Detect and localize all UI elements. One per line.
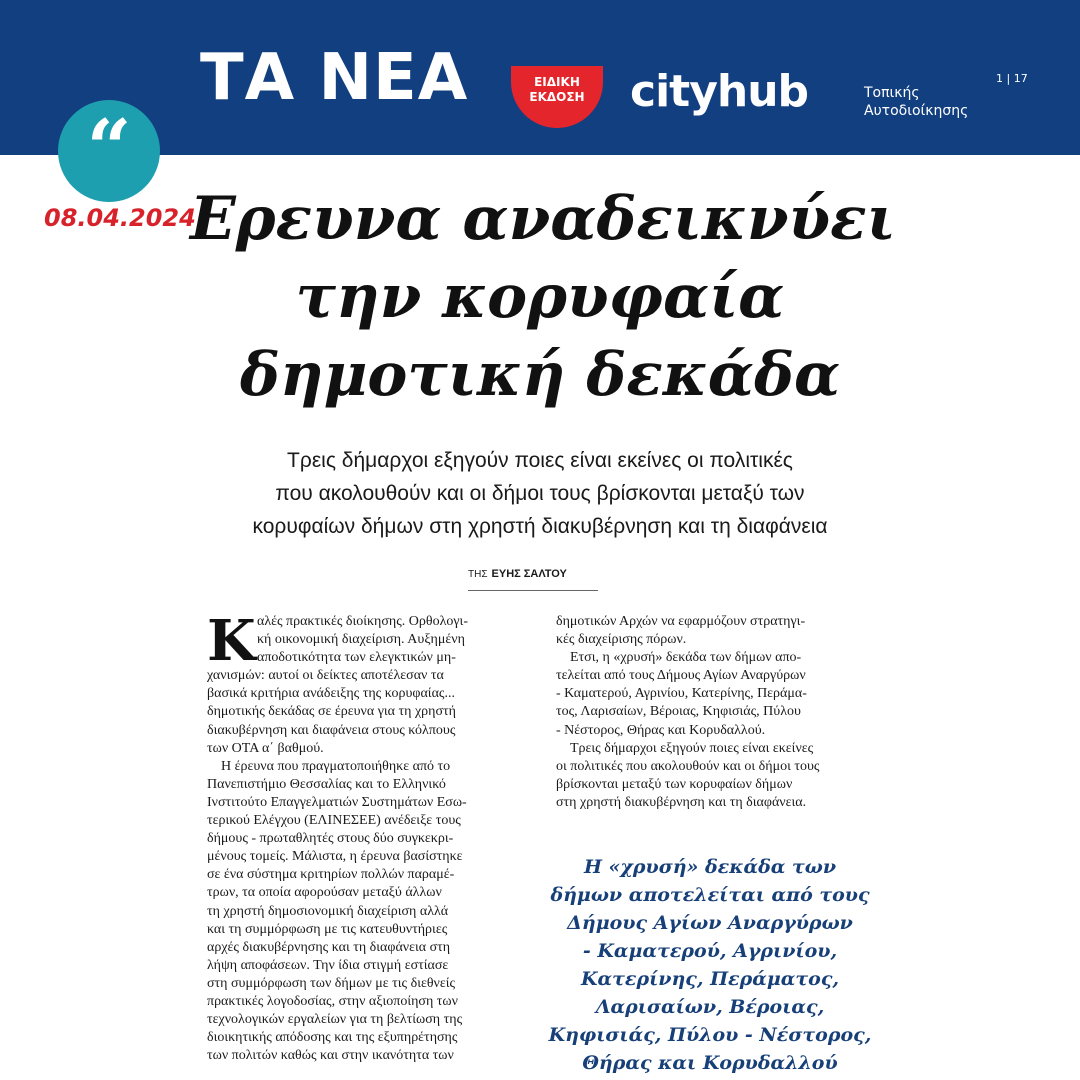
special-edition-line-1: ΕΙΔΙΚΗ bbox=[534, 75, 580, 89]
article-line: στη συμμόρφωση των δήμων με τις διεθνείς bbox=[207, 975, 456, 991]
article-line: Τρεις δήμαρχοι εξηγούν ποιες είναι εκείνες bbox=[570, 740, 814, 756]
byline-divider bbox=[468, 590, 598, 591]
article-line: δημοτικής δεκάδας σε έρευνα για τη χρηστή bbox=[207, 704, 456, 720]
headline bbox=[190, 180, 896, 414]
pull-quote-line: Θήρας και Κορυδαλλού bbox=[582, 1052, 838, 1074]
subheadline-line: κορυφαίων δήμων στη χρηστή διακυβέρνηση και τη διαφάνεια bbox=[252, 515, 828, 538]
pull-quote-line: δήμων αποτελείται από τους bbox=[550, 884, 870, 906]
article-line: δημοτικών Αρχών να εφαρμόζουν στρατηγι- bbox=[556, 614, 806, 629]
page-number: 1 | 17 bbox=[996, 72, 1028, 85]
subheadline-line: που ακολουθούν και οι δήμοι τους βρίσκονται μεταξύ των bbox=[275, 482, 805, 505]
article-line: Ινστιτούτο Επαγγελματιών Συστημάτων Εσω- bbox=[207, 794, 467, 810]
drop-cap: Κ bbox=[207, 608, 256, 674]
pull-quote-line: Κατερίνης, Περάματος, bbox=[580, 968, 840, 990]
article-line: τελείται από τους Δήμους Αγίων Αναργύρων bbox=[556, 668, 806, 684]
pull-quote bbox=[540, 853, 880, 1077]
article-line: κές διαχείρισης πόρων. bbox=[556, 632, 687, 648]
quote-icon: “ bbox=[86, 103, 132, 194]
article-line: κή οικονομική διαχείριση. Αυξημένη bbox=[257, 632, 465, 648]
article-column-1 bbox=[207, 608, 537, 1065]
cityhub-subtitle-line-2: Αυτοδιοίκησης bbox=[864, 103, 969, 119]
article-line: τερικού Ελέγχου (ΕΛΙΝΕΣΕΕ) ανέδειξε τους bbox=[207, 813, 461, 829]
pull-quote-line: Η «χρυσή» δεκάδα των bbox=[583, 856, 837, 878]
article-line: αρχές διακυβέρνησης και τη διαφάνεια στη bbox=[207, 939, 451, 955]
pull-quote-line: Δήμους Αγίων Αναργύρων bbox=[567, 912, 853, 934]
quote-badge bbox=[58, 100, 160, 202]
pull-quote-line: - Καματερού, Αγρινίου, bbox=[582, 940, 838, 962]
pull-quote-line: Λαρισαίων, Βέροιας, bbox=[595, 996, 825, 1018]
article-line: Η έρευνα που πραγματοποιήθηκε από το bbox=[221, 758, 451, 774]
article-line: τος, Λαρισαίων, Βέροιας, Κηφισιάς, Πύλου bbox=[556, 704, 801, 720]
article-line: σε ένα σύστημα κριτηρίων πολλών παραμέ- bbox=[207, 867, 455, 883]
article-line: Πανεπιστήμιο Θεσσαλίας και το Ελληνικό bbox=[207, 776, 446, 792]
headline-line: την κορυφαία bbox=[295, 262, 785, 332]
special-edition-badge bbox=[511, 66, 603, 128]
article-line: αλές πρακτικές διοίκησης. Ορθολογι- bbox=[257, 614, 468, 629]
article-line: - Καματερού, Αγρινίου, Κατερίνης, Περάμα- bbox=[556, 686, 807, 702]
byline-prefix: ΤΗΣ bbox=[468, 569, 488, 580]
masthead bbox=[0, 0, 1080, 155]
newspaper-logo: ΤΑ ΝΕΑ bbox=[200, 41, 469, 115]
article-line: αποδοτικότητα των ελεγκτικών μη- bbox=[257, 650, 456, 666]
article-line: χανισμών: αυτοί οι δείκτες αποτέλεσαν τα bbox=[207, 668, 444, 684]
cityhub-subtitle-line-1: Τοπικής bbox=[864, 85, 920, 101]
byline-author: ΕΥΗΣ ΣΑΛΤΟΥ bbox=[491, 568, 567, 580]
article-line: - Νέστορος, Θήρας και Κορυδαλλού. bbox=[556, 722, 766, 738]
article-line: τη χρηστή δημοσιονομική διαχείριση αλλά bbox=[207, 903, 449, 919]
byline bbox=[468, 568, 567, 580]
article-column-2 bbox=[556, 613, 876, 812]
cityhub-subtitle bbox=[864, 84, 968, 120]
subheadline bbox=[190, 444, 890, 543]
article-line: διακυβέρνηση και διαφάνεια στους κόλπους bbox=[207, 722, 456, 738]
pull-quote-line: Κηφισιάς, Πύλου - Νέστορος, bbox=[548, 1024, 872, 1046]
article-line: οι πολιτικές που ακολουθούν και οι δήμοι τους bbox=[556, 758, 820, 774]
article-line: τρων, τα οποία αφορούσαν μεταξύ άλλων bbox=[207, 885, 442, 901]
article-line: διοικητικής απόδοσης και της εξυπηρέτησης bbox=[207, 1030, 458, 1046]
special-edition-line-2: ΕΚΔΟΣΗ bbox=[529, 90, 585, 104]
article-line: πρακτικές λογοδοσίας, στην αξιοποίηση των bbox=[207, 993, 458, 1009]
article-line: μένους τομείς. Μάλιστα, η έρευνα βασίστηκε bbox=[207, 849, 463, 865]
article-line: λήψη αποφάσεων. Την ίδια στιγμή εστίασε bbox=[207, 957, 449, 973]
article-line: Ετσι, η «χρυσή» δεκάδα των δήμων απο- bbox=[570, 650, 802, 666]
headline-line: δημοτική δεκάδα bbox=[239, 340, 841, 410]
article-line: των πολιτών καθώς και στην ικανότητα των bbox=[207, 1048, 454, 1064]
article-line: βασικά κριτήρια ανάδειξης της κορυφαίας... bbox=[207, 686, 455, 702]
article-line: των ΟΤΑ α΄ βαθμού. bbox=[207, 740, 324, 756]
headline-line: Ερευνα αναδεικνύει bbox=[190, 184, 896, 254]
article-line: τεχνολογικών εργαλείων για τη βελτίωση της bbox=[207, 1012, 463, 1028]
article-line: βρίσκονται μεταξύ των κορυφαίων δήμων bbox=[556, 776, 793, 792]
publication-date: 08.04.2024 bbox=[44, 204, 196, 232]
cityhub-logo: cityhub bbox=[630, 66, 809, 117]
article-line: στη χρηστή διακυβέρνηση και τη διαφάνεια. bbox=[556, 794, 807, 810]
article-line: δήμους - πρωταθλητές στους δύο συγκεκρι- bbox=[207, 831, 454, 847]
article-line: και τη συμμόρφωση με τις κατευθυντήριες bbox=[207, 921, 448, 937]
subheadline-line: Τρεις δήμαρχοι εξηγούν ποιες είναι εκείνες οι πολιτικές bbox=[287, 449, 793, 472]
